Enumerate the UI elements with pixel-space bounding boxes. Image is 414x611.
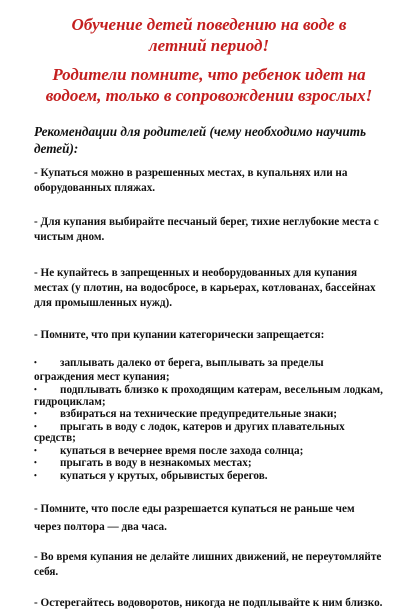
list-item	[34, 457, 384, 470]
list-item	[34, 470, 384, 483]
rule-forbidden-places: - Не купайтесь в запрещенных и необорудованных для купания местах (у плотин, на водосбросе, в карьерах, котлованах, бассейнах для промышленных нужд).	[34, 267, 376, 309]
bullet-icon: •	[34, 445, 37, 455]
parent-warning-subtitle: Родители помните, что ребенок идет на водоем, только в сопровождении взрослых!	[45, 65, 373, 105]
list-item	[34, 421, 384, 445]
prohibitions-list	[34, 356, 384, 482]
list-item-text: взбираться на технические предупредительные знаки;	[60, 408, 337, 420]
rule-sandy-shore: - Для купания выбирайте песчаный берег, тихие неглубокие места с чистым дном.	[34, 216, 379, 243]
list-item	[34, 384, 384, 408]
prohibitions-intro: - Помните, что при купании категорически запрещается:	[34, 329, 325, 341]
bullet-icon: •	[34, 421, 37, 431]
recommendations-heading: Рекомендации для родителей (чему необходимо научить детей):	[34, 124, 367, 156]
list-item	[34, 356, 384, 384]
bullet-icon: •	[34, 470, 37, 480]
bullet-icon: •	[34, 409, 37, 418]
list-item-text: подплывать близко к проходящим катерам, весельным лодкам, гидроциклам;	[34, 384, 383, 408]
list-item-text: прыгать в воду в незнакомых местах;	[60, 457, 252, 469]
list-item-text: купаться в вечернее время после захода солнца;	[60, 444, 304, 457]
list-item-text: купаться у крутых, обрывистых берегов.	[60, 469, 268, 482]
list-item-text: заплывать далеко от берега, выплывать за пределы ограждения мест купания;	[34, 357, 324, 383]
bullet-icon: •	[34, 385, 37, 394]
rule-no-overexertion: - Во время купания не делайте лишних движений, не переутомляйте себя.	[34, 551, 382, 578]
rule-after-meal: - Помните, что после еды разрешается купаться не раньше чем через полтора — два часа.	[34, 503, 355, 533]
bullet-icon: •	[34, 358, 37, 367]
list-item	[34, 445, 384, 458]
rule-whirlpools: - Остерегайтесь водоворотов, никогда не подплывайте к ним близко.	[34, 597, 383, 609]
bullet-icon: •	[34, 458, 37, 467]
page-title: Обучение детей поведению на воде в летний период!	[71, 15, 347, 55]
list-item	[34, 408, 384, 421]
rule-allowed-places: - Купаться можно в разрешенных местах, в купальнях или на оборудованных пляжах.	[34, 167, 348, 194]
list-item-text: прыгать в воду с лодок, катеров и других плавательных средств;	[34, 420, 345, 444]
